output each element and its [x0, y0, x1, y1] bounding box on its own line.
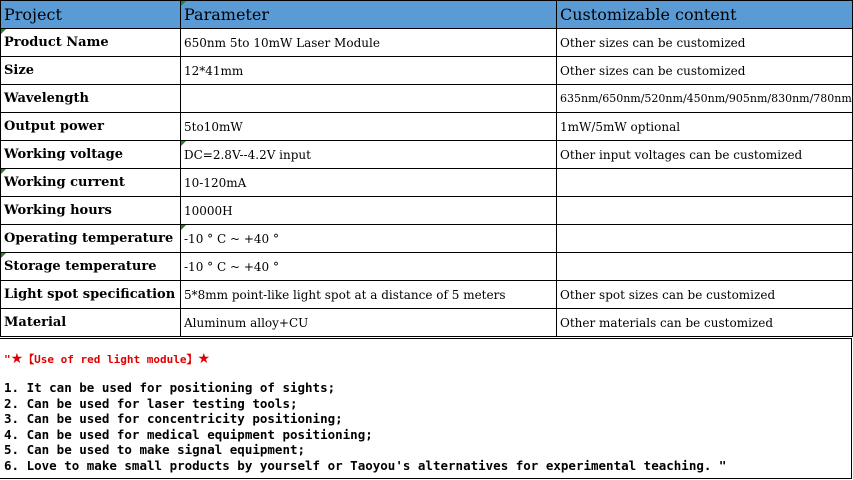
cell-marker-icon — [1, 29, 6, 34]
table-row — [1, 29, 853, 57]
header-parameter: Parameter — [181, 1, 557, 29]
cell-parameter: 12*41mm — [181, 57, 557, 85]
cell-parameter: -10 ° C ~ +40 ° — [181, 253, 557, 281]
table-row — [1, 225, 853, 253]
table-row — [1, 141, 853, 169]
cell-project: Size — [1, 57, 181, 85]
cell-project: Working current — [1, 169, 181, 197]
table-row — [1, 169, 853, 197]
cell-parameter: DC=2.8V--4.2V input — [181, 141, 557, 169]
cell-project: Operating temperature — [1, 225, 181, 253]
cell-customizable: Other spot sizes can be customized — [557, 281, 853, 309]
cell-marker-icon — [1, 253, 6, 258]
cell-project: Wavelength — [1, 85, 181, 113]
table-header-row — [1, 1, 853, 29]
cell-project: Light spot specification — [1, 281, 181, 309]
cell-parameter: 5to10mW — [181, 113, 557, 141]
cell-project: Working voltage — [1, 141, 181, 169]
table-row — [1, 309, 853, 337]
cell-parameter: 10-120mA — [181, 169, 557, 197]
cell-parameter: Aluminum alloy+CU — [181, 309, 557, 337]
cell-customizable: Other sizes can be customized — [557, 29, 853, 57]
cell-customizable — [557, 225, 853, 253]
cell-project: Material — [1, 309, 181, 337]
cell-project: Product Name — [1, 29, 181, 57]
usage-notes — [0, 338, 852, 479]
usage-item: 3. Can be used for concentricity positioning; — [4, 411, 343, 426]
notes-title: "★【Use of red light module】★ — [4, 351, 211, 367]
usage-list — [4, 380, 726, 473]
star-icon: ★ — [10, 351, 24, 367]
table-row — [1, 85, 853, 113]
table-row — [1, 253, 853, 281]
table-row — [1, 197, 853, 225]
cell-customizable — [557, 197, 853, 225]
usage-item: 6. Love to make small products by yourself or Taoyou's alternatives for experimental teaching. " — [4, 457, 727, 473]
usage-item: 2. Can be used for laser testing tools; — [4, 395, 298, 411]
cell-marker-icon — [1, 169, 6, 174]
cell-customizable: Other sizes can be customized — [557, 57, 853, 85]
cell-parameter: 10000H — [181, 197, 557, 225]
header-project: Project — [1, 1, 181, 29]
cell-parameter: 650nm 5to 10mW Laser Module — [181, 29, 557, 57]
usage-item: 1. It can be used for positioning of sights; — [4, 380, 336, 395]
cell-customizable — [557, 253, 853, 281]
table-row — [1, 57, 853, 85]
cell-customizable — [557, 169, 853, 197]
cell-customizable: 1mW/5mW optional — [557, 113, 853, 141]
cell-customizable: Other input voltages can be customized — [557, 141, 853, 169]
star-icon: ★ — [197, 351, 211, 367]
cell-customizable: Other materials can be customized — [557, 309, 853, 337]
table-row — [1, 113, 853, 141]
cell-project: Working hours — [1, 197, 181, 225]
cell-project: Storage temperature — [1, 253, 181, 281]
cell-marker-icon — [181, 1, 186, 6]
cell-parameter: -10 ° C ~ +40 ° — [181, 225, 557, 253]
usage-item: 4. Can be used for medical equipment positioning; — [4, 426, 373, 442]
cell-marker-icon — [181, 141, 186, 146]
cell-project: Output power — [1, 113, 181, 141]
cell-parameter: 5*8mm point-like light spot at a distance of 5 meters — [181, 281, 557, 309]
cell-parameter — [181, 85, 557, 113]
header-customizable: Customizable content — [557, 1, 853, 29]
cell-marker-icon — [181, 225, 186, 230]
cell-customizable: 635nm/650nm/520nm/450nm/905nm/830nm/780nm — [557, 85, 853, 113]
table-row — [1, 281, 853, 309]
usage-item: 5. Can be used to make signal equipment; — [4, 442, 306, 457]
